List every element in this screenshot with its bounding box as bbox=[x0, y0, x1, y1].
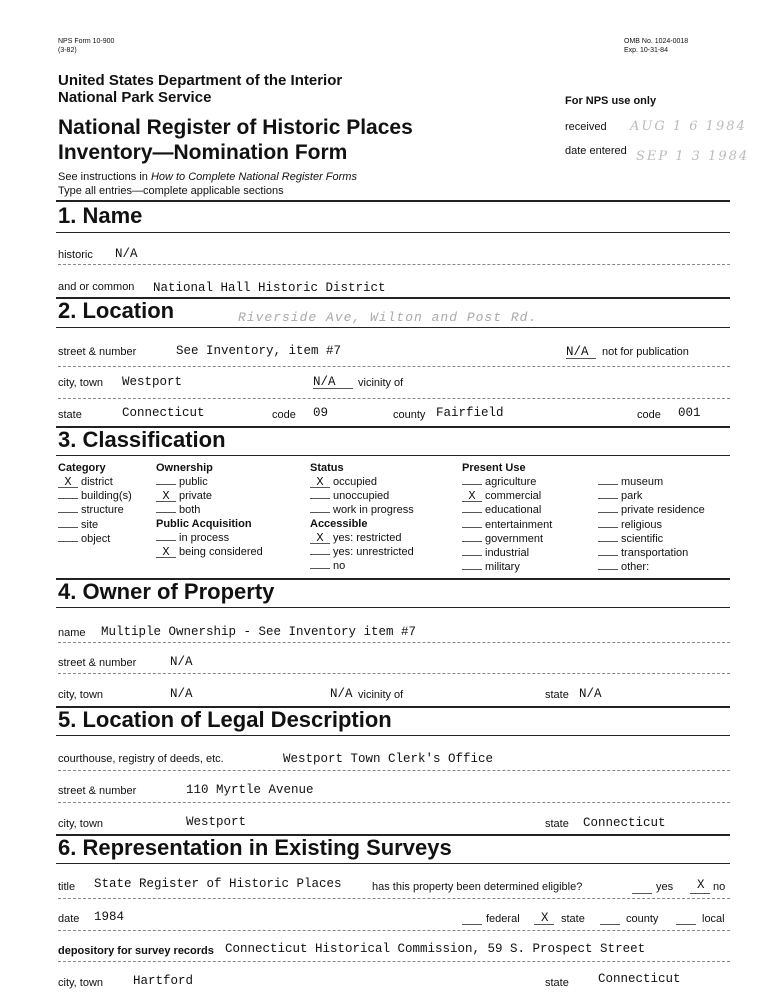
checkbox-label: industrial bbox=[485, 547, 530, 559]
checkbox-mark[interactable] bbox=[310, 512, 330, 513]
checkbox-mark[interactable] bbox=[598, 541, 618, 542]
state-value: Connecticut bbox=[122, 406, 205, 420]
classification-option[interactable] bbox=[598, 547, 688, 559]
courthouse-value: Westport Town Clerk's Office bbox=[283, 752, 494, 766]
state-level-mark: X bbox=[541, 911, 549, 925]
checkbox-mark[interactable]: X bbox=[156, 547, 176, 558]
checkbox-mark[interactable]: X bbox=[58, 477, 78, 488]
checkbox-mark[interactable] bbox=[310, 568, 330, 569]
checkbox-label: structure bbox=[81, 504, 124, 517]
depository-city-value: Hartford bbox=[133, 974, 194, 988]
checkbox-label: work in progress bbox=[333, 504, 414, 517]
classification-option[interactable] bbox=[462, 476, 536, 488]
legal-city-label: city, town bbox=[58, 818, 104, 830]
classification-option[interactable] bbox=[598, 504, 705, 516]
classification-option[interactable] bbox=[598, 476, 663, 488]
checkbox-label: scientific bbox=[621, 532, 664, 545]
department-name: United States Department of the Interior bbox=[58, 72, 343, 89]
section-3-title: 3. Classification bbox=[58, 427, 226, 452]
depository-value: Connecticut Historical Commission, 59 S. Prospect Street bbox=[225, 942, 646, 956]
eligible-no-mark: X bbox=[697, 878, 705, 892]
legal-city-value: Westport bbox=[186, 815, 247, 829]
checkbox-label: being considered bbox=[179, 546, 263, 559]
checkbox-mark[interactable] bbox=[462, 484, 482, 485]
checkbox-label: no bbox=[333, 560, 346, 573]
checkbox-mark[interactable] bbox=[462, 541, 482, 542]
classification-option[interactable] bbox=[310, 490, 389, 502]
checkbox-label: public bbox=[179, 476, 208, 488]
section-1-underline bbox=[56, 232, 730, 233]
checkbox-mark[interactable] bbox=[310, 554, 330, 555]
checkbox-label: occupied bbox=[333, 476, 378, 488]
eligible-no-label: no bbox=[713, 881, 726, 893]
checkbox-label: park bbox=[621, 490, 643, 503]
street-number-value: See Inventory, item #7 bbox=[176, 344, 342, 358]
checkbox-label: entertainment bbox=[485, 518, 553, 531]
status-heading: Status bbox=[310, 462, 344, 474]
courthouse-label: courthouse, registry of deeds, etc. bbox=[58, 753, 224, 765]
form-title-line-1: National Register of Historic Places bbox=[58, 116, 413, 139]
checkbox-mark[interactable] bbox=[310, 498, 330, 499]
checkbox-mark[interactable] bbox=[462, 555, 482, 556]
common-name-label: and or common bbox=[58, 281, 135, 293]
not-for-publication-label: not for publication bbox=[602, 346, 689, 358]
street-number-label: street & number bbox=[58, 346, 137, 358]
checkbox-mark[interactable]: X bbox=[310, 477, 330, 488]
checkbox-label: yes: unrestricted bbox=[333, 546, 414, 559]
owner-street-label: street & number bbox=[58, 657, 137, 669]
eligible-label: has this property been determined eligible? bbox=[372, 881, 583, 893]
county-value: Fairfield bbox=[436, 406, 504, 420]
classification-option[interactable] bbox=[156, 490, 212, 502]
instructions-line-2: Type all entries—complete applicable sections bbox=[58, 185, 284, 197]
checkbox-label: private residence bbox=[621, 504, 705, 517]
checkbox-mark[interactable] bbox=[58, 527, 78, 528]
checkbox-mark[interactable] bbox=[598, 569, 618, 570]
checkbox-mark[interactable] bbox=[58, 541, 78, 542]
handwritten-location-note: Riverside Ave, Wilton and Post Rd. bbox=[238, 310, 538, 325]
owner-city-value: N/A bbox=[170, 687, 193, 701]
state-code-value: 09 bbox=[313, 406, 329, 420]
section-5-title: 5. Location of Legal Description bbox=[58, 707, 392, 732]
classification-option[interactable] bbox=[156, 546, 263, 558]
vicinity-label: vicinity of bbox=[358, 377, 404, 389]
checkbox-mark[interactable] bbox=[58, 498, 78, 499]
checkbox-label: yes: restricted bbox=[333, 532, 402, 544]
date-entered-stamp: SEP 1 3 1984 bbox=[636, 149, 750, 164]
checkbox-label: religious bbox=[621, 518, 662, 531]
checkbox-mark[interactable] bbox=[156, 540, 176, 541]
checkbox-mark[interactable] bbox=[58, 512, 78, 513]
classification-option[interactable] bbox=[598, 519, 662, 531]
classification-option[interactable] bbox=[156, 476, 208, 488]
survey-date-label: date bbox=[58, 913, 80, 925]
section-4-title: 4. Owner of Property bbox=[58, 579, 275, 604]
depository-state-value: Connecticut bbox=[598, 972, 681, 986]
checkbox-mark[interactable] bbox=[598, 527, 618, 528]
checkbox-mark[interactable] bbox=[156, 512, 176, 513]
expiration-date: Exp. 10-31-84 bbox=[624, 47, 668, 54]
local-level-label: local bbox=[702, 913, 725, 925]
county-code-value: 001 bbox=[678, 406, 701, 420]
depository-state-label: state bbox=[545, 977, 569, 989]
classification-option[interactable] bbox=[598, 490, 642, 502]
county-label: county bbox=[393, 409, 426, 421]
not-for-publication-value: N/A bbox=[566, 345, 589, 359]
classification-option[interactable] bbox=[310, 476, 377, 488]
federal-label: federal bbox=[486, 913, 520, 925]
classification-option[interactable] bbox=[310, 546, 414, 558]
owner-city-label: city, town bbox=[58, 689, 104, 701]
checkbox-label: object bbox=[81, 532, 111, 545]
checkbox-mark[interactable] bbox=[462, 527, 482, 528]
classification-option[interactable] bbox=[58, 519, 98, 531]
checkbox-label: both bbox=[179, 504, 201, 517]
classification-option[interactable] bbox=[462, 519, 552, 531]
checkbox-label: military bbox=[485, 561, 520, 574]
legal-street-label: street & number bbox=[58, 785, 137, 797]
vicinity-value: N/A bbox=[313, 375, 336, 389]
checkbox-mark[interactable]: X bbox=[156, 491, 176, 502]
classification-option[interactable] bbox=[462, 490, 541, 502]
owner-street-value: N/A bbox=[170, 655, 193, 669]
classification-option[interactable] bbox=[156, 504, 200, 516]
classification-option[interactable] bbox=[58, 476, 113, 488]
classification-option[interactable] bbox=[462, 547, 529, 559]
checkbox-label: unoccupied bbox=[333, 490, 390, 503]
owner-state-label: state bbox=[545, 689, 569, 701]
checkbox-label: commercial bbox=[485, 490, 542, 503]
classification-option[interactable] bbox=[598, 561, 649, 573]
public-acquisition-heading: Public Acquisition bbox=[156, 518, 252, 530]
historic-value: N/A bbox=[115, 247, 138, 261]
classification-option[interactable] bbox=[598, 533, 663, 545]
service-name: National Park Service bbox=[58, 89, 212, 106]
legal-street-value: 110 Myrtle Avenue bbox=[186, 783, 314, 797]
classification-option[interactable] bbox=[58, 533, 110, 545]
checkbox-label: other: bbox=[621, 561, 650, 574]
survey-date-value: 1984 bbox=[94, 910, 125, 924]
checkbox-label: district bbox=[81, 476, 113, 488]
received-stamp: AUG 1 6 1984 bbox=[630, 119, 747, 134]
city-town-value: Westport bbox=[122, 375, 183, 389]
checkbox-mark[interactable] bbox=[462, 512, 482, 513]
checkbox-label: agriculture bbox=[485, 476, 537, 488]
checkbox-label: building(s) bbox=[81, 490, 132, 503]
checkbox-label: private bbox=[179, 490, 213, 503]
checkbox-mark[interactable] bbox=[156, 484, 176, 485]
form-title-line-2: Inventory—Nomination Form bbox=[58, 141, 348, 164]
checkbox-mark[interactable]: X bbox=[462, 491, 482, 502]
owner-vicinity-value: N/A bbox=[330, 687, 353, 701]
classification-option[interactable] bbox=[462, 561, 520, 573]
checkbox-mark[interactable] bbox=[598, 498, 618, 499]
nps-use-heading: For NPS use only bbox=[565, 95, 657, 107]
checkbox-label: government bbox=[485, 532, 544, 545]
county-level-label: county bbox=[626, 913, 659, 925]
section-6-title: 6. Representation in Existing Surveys bbox=[58, 835, 452, 860]
section-2-title: 2. Location bbox=[58, 298, 175, 323]
present-use-heading: Present Use bbox=[462, 462, 526, 474]
category-heading: Category bbox=[58, 462, 106, 474]
survey-title-value: State Register of Historic Places bbox=[94, 877, 342, 891]
historic-label: historic bbox=[58, 249, 93, 261]
eligible-yes-label: yes bbox=[656, 881, 674, 893]
classification-option[interactable] bbox=[310, 532, 401, 544]
checkbox-mark[interactable] bbox=[462, 569, 482, 570]
depository-label: depository for survey records bbox=[58, 945, 214, 957]
checkbox-mark[interactable] bbox=[598, 512, 618, 513]
received-label: received bbox=[565, 121, 607, 133]
checkbox-label: in process bbox=[179, 532, 230, 544]
form-number: NPS Form 10-900 bbox=[58, 38, 115, 45]
owner-vicinity-label: vicinity of bbox=[358, 689, 404, 701]
accessible-heading: Accessible bbox=[310, 518, 368, 530]
checkbox-label: museum bbox=[621, 476, 664, 488]
checkbox-label: transportation bbox=[621, 547, 689, 559]
checkbox-mark[interactable] bbox=[598, 484, 618, 485]
classification-option[interactable] bbox=[310, 504, 414, 516]
legal-state-value: Connecticut bbox=[583, 816, 666, 830]
classification-option[interactable] bbox=[310, 560, 345, 572]
classification-option[interactable] bbox=[58, 490, 132, 502]
state-level-label: state bbox=[561, 913, 585, 925]
owner-name-value: Multiple Ownership - See Inventory item #7 bbox=[101, 625, 417, 639]
form-revision-date: (3-82) bbox=[58, 47, 77, 54]
classification-option[interactable] bbox=[462, 533, 543, 545]
common-name-value: National Hall Historic District bbox=[153, 281, 386, 295]
ownership-heading: Ownership bbox=[156, 462, 213, 474]
checkbox-label: educational bbox=[485, 504, 542, 517]
checkbox-mark[interactable]: X bbox=[310, 533, 330, 544]
omb-number: OMB No. 1024-0018 bbox=[624, 38, 689, 45]
state-label: state bbox=[58, 409, 82, 421]
date-entered-label: date entered bbox=[565, 145, 627, 157]
owner-name-label: name bbox=[58, 627, 86, 639]
state-code-label: code bbox=[272, 409, 296, 421]
section-1-title: 1. Name bbox=[58, 203, 143, 228]
owner-state-value: N/A bbox=[579, 687, 602, 701]
checkbox-label: site bbox=[81, 518, 99, 531]
county-code-label: code bbox=[637, 409, 661, 421]
classification-option[interactable] bbox=[58, 504, 124, 516]
classification-option[interactable] bbox=[462, 504, 541, 516]
city-town-label: city, town bbox=[58, 377, 104, 389]
section-rule-1 bbox=[56, 200, 730, 202]
classification-option[interactable] bbox=[156, 532, 229, 544]
instructions-line-1: See instructions in How to Complete National Register Forms bbox=[58, 171, 357, 183]
legal-state-label: state bbox=[545, 818, 569, 830]
depository-city-label: city, town bbox=[58, 977, 104, 989]
survey-title-label: title bbox=[58, 881, 76, 893]
checkbox-mark[interactable] bbox=[598, 555, 618, 556]
